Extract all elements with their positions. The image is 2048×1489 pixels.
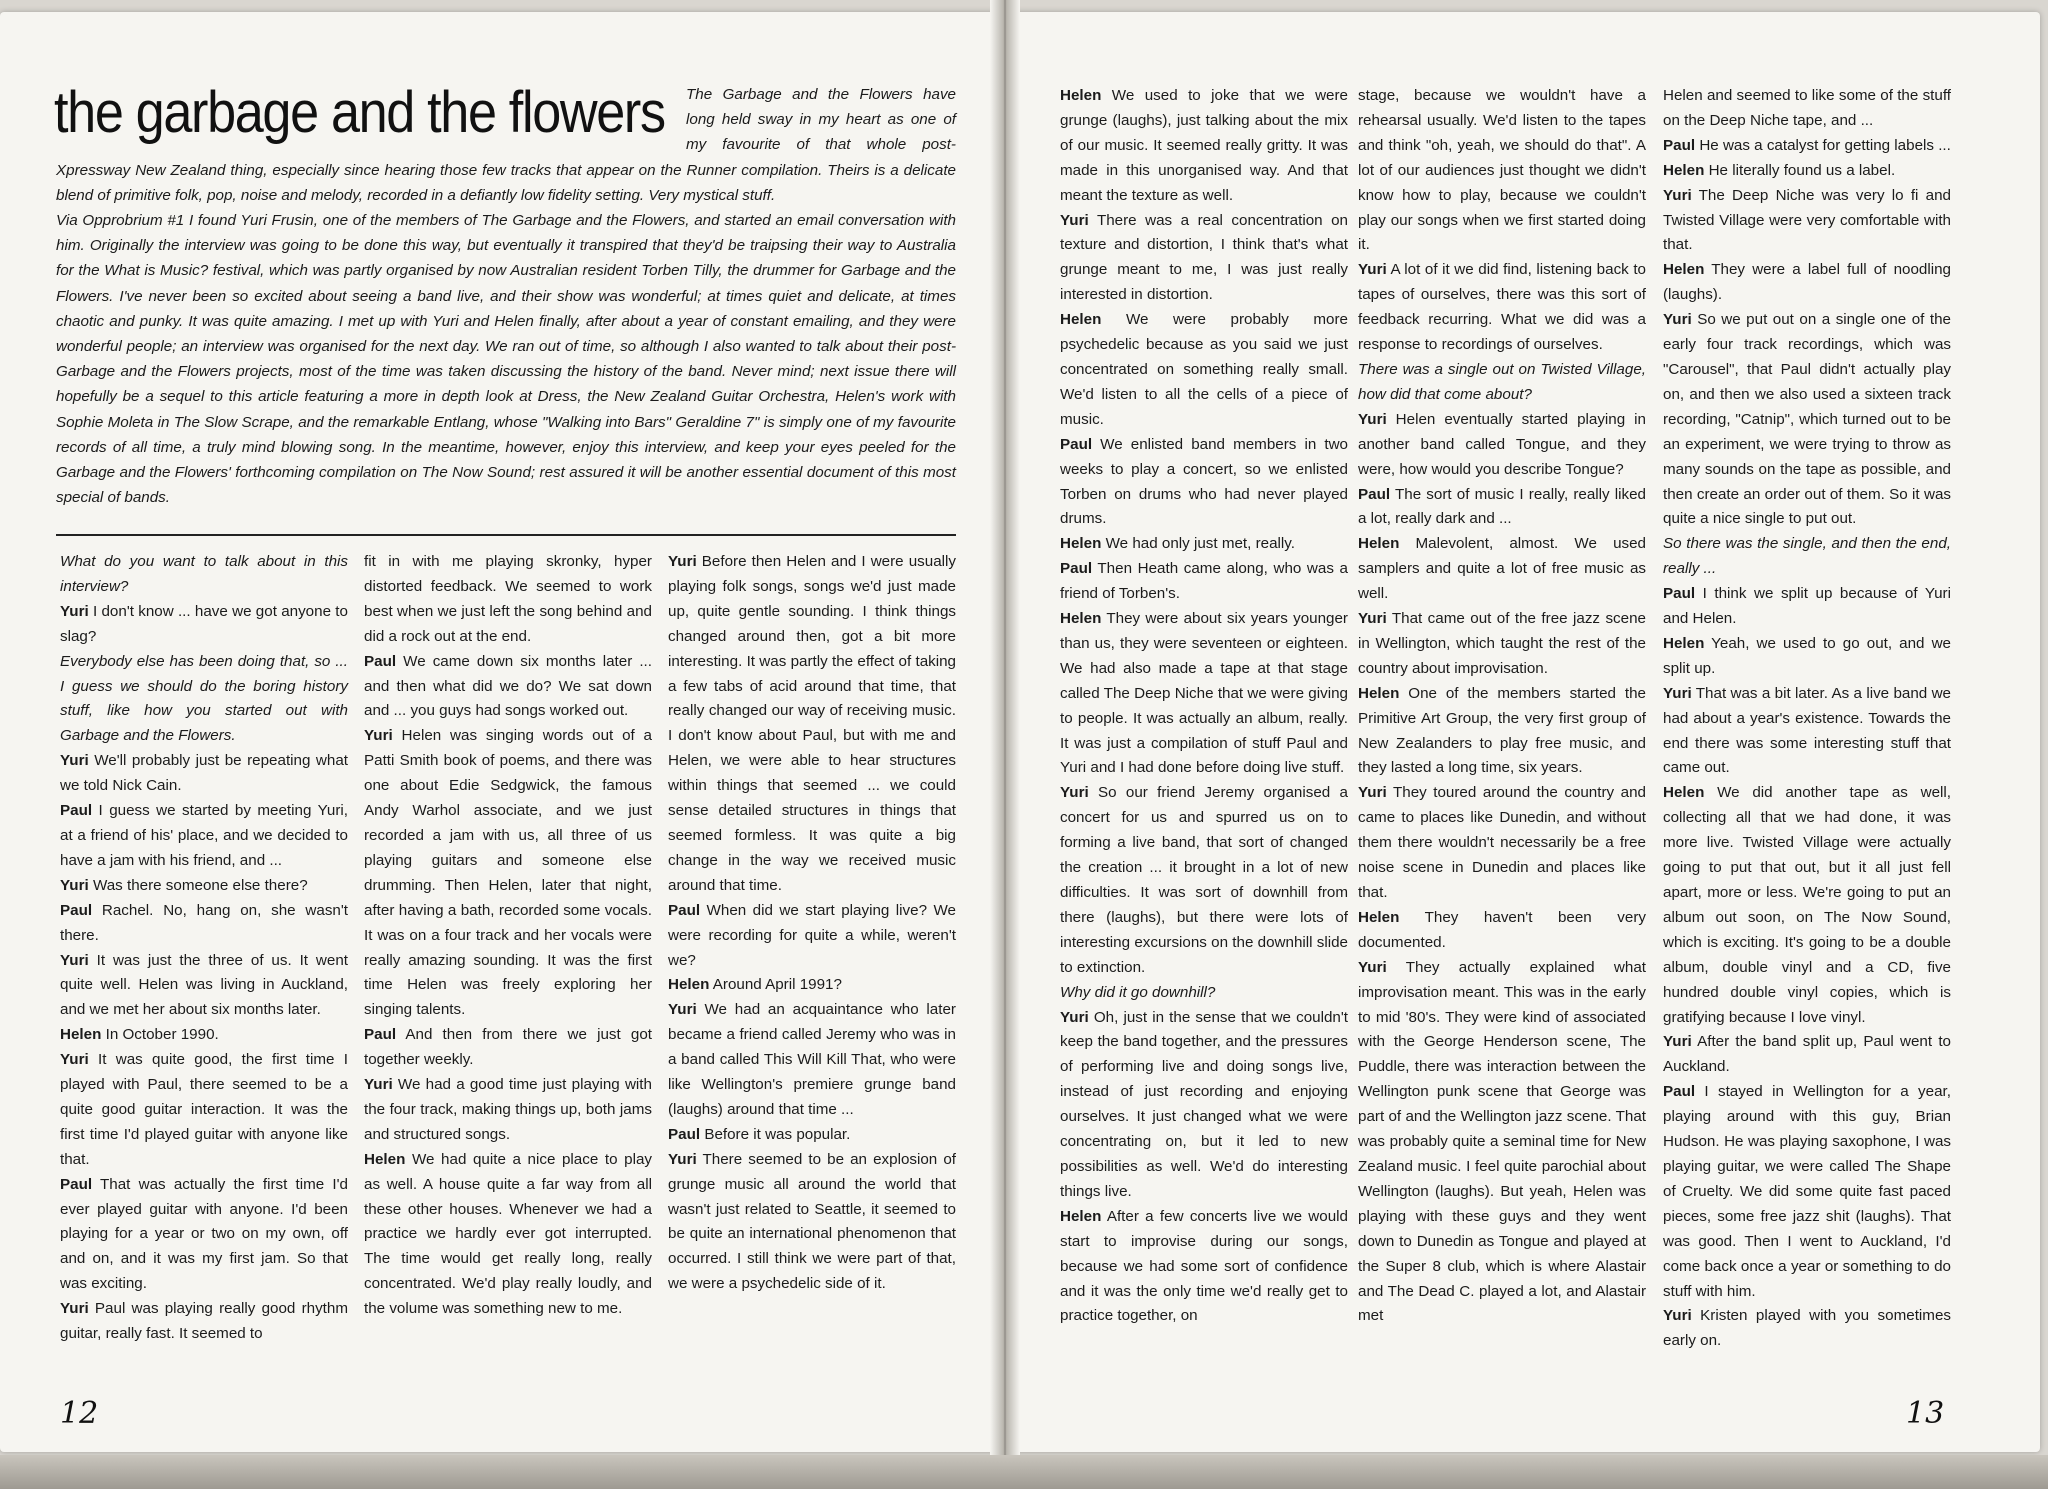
interview-answer bbox=[1060, 84, 1348, 209]
speaker-name: Yuri bbox=[60, 752, 89, 770]
speaker-name: Paul bbox=[1663, 585, 1696, 603]
answer-text: We'll probably just be repeating what we told Nick Cain. bbox=[60, 752, 348, 795]
answer-text: stage, because we wouldn't have a rehearsal usually. We'd listen to the tapes and think "oh, yeah, we should do that". A lot of our audiences just thought we didn't know how to play, because we couldn't play our songs when we first started doing it. bbox=[1358, 87, 1646, 254]
speaker-name: Yuri bbox=[1358, 958, 1387, 976]
answer-text: A lot of it we did find, listening back to tapes of ourselves, there was this sort of feedback recurring. What we did was a response to recordings of ourselves. bbox=[1358, 261, 1646, 354]
speaker-name: Paul bbox=[60, 1175, 93, 1193]
answer-text: He was a catalyst for getting labels ... bbox=[1699, 136, 1951, 154]
speaker-name: Helen bbox=[1663, 784, 1705, 802]
answer-text: It was quite good, the first time I played with Paul, there seemed to be a quite good guitar interaction. It was the first time I'd played guitar with anyone like that. bbox=[60, 1051, 348, 1168]
answer-text: Kristen played with you sometimes early on. bbox=[1663, 1307, 1951, 1350]
speaker-name: Helen bbox=[60, 1026, 102, 1044]
interview-answer bbox=[60, 799, 348, 874]
speaker-name: Paul bbox=[364, 652, 397, 670]
speaker-name: Yuri bbox=[1663, 1033, 1692, 1051]
answer-text: They were about six years younger than us, they were seventeen or eighteen. We had also made a tape at that stage called The Deep Niche that we were giving to people. It was actually an album, really. It was just a compilation of stuff Paul and Yuri and I had done before doing live stuff. bbox=[1060, 610, 1348, 777]
intro-paragraph: Via Opprobrium #1 I found Yuri Frusin, one of the members of The Garbage and the Flowers, and started an email conversation with him. Originally the interview was going to be done this way, but eventually it transpired that they'd be traipsing their way to Australia for the What is Music? festival, which was partly organised by now Australian resident Torben Tilly, the drummer for Garbage and the Flowers. I've never been so excited about seeing a band live, and their show was wonderful; at times quiet and delicate, at times chaotic and punky. It was quite amazing. I met up with Yuri and Helen finally, after about a year of constant emailing, and they were wonderful people; an interview was organised for the next day. We ran out of time, so although I also wanted to talk about their post-Garbage and the Flowers projects, most of the time was taken discussing the history of the band. Never mind; next issue there will hopefully be a sequel to this article featuring a more in depth look at Dress, the New Zealand Guitar Orchestra, Helen's work with Sophie Moleta in The Slow Scrape, and the remarkable Entlang, whose "Walking into Bars" Geraldine 7" is simply one of my favourite records of all time, a truly mind blowing song. In the meantime, however, enjoy this interview, and keep your eyes peeled for the Garbage and the Flowers' forthcoming compilation on The Now Sound; rest assured it will be another essential document of this most special of bands. bbox=[56, 212, 956, 507]
speaker-name: Paul bbox=[1060, 560, 1093, 578]
speaker-name: Helen bbox=[1663, 161, 1705, 179]
answer-text: We had quite a nice place to play as well. A house quite a far way from all these other houses. Whenever we had a practice we hardly ever got interrupted. The time would get really long, really concentrated. We'd play really loudly, and the volume was something new to me. bbox=[364, 1150, 652, 1318]
interview-answer bbox=[1358, 532, 1646, 607]
answer-text: The sort of music I really, really liked a lot, really dark and ... bbox=[1358, 485, 1646, 528]
answer-text: After the band split up, Paul went to Auckland. bbox=[1663, 1033, 1951, 1076]
answer-text: We did another tape as well, collecting all that we had done, it was more live. Twisted Village were actually going to put that out, but it all just fell apart, more or less. We're going to put an album out soon, on The Now Sound, which is exciting. It's going to be a double album, double vinyl and a CD, five hundred double vinyl copies, which is gratifying because I love vinyl. bbox=[1663, 784, 1951, 1026]
interview-answer bbox=[668, 550, 956, 899]
answer-text: They were a label full of noodling (laughs). bbox=[1663, 261, 1952, 304]
speaker-name: Yuri bbox=[1358, 784, 1387, 802]
answer-text: That was actually the first time I'd ever played guitar with anyone. I'd been playing for a year or two on my own, off and on, and it was my first jam. So that was exciting. bbox=[60, 1175, 348, 1293]
interview-answer bbox=[60, 600, 348, 650]
answer-text: Then Heath came along, who was a friend of Torben's. bbox=[1060, 560, 1348, 603]
interview-answer bbox=[1358, 682, 1646, 782]
interview-answer bbox=[1663, 84, 1951, 134]
answer-text: In October 1990. bbox=[105, 1026, 219, 1044]
speaker-name: Paul bbox=[1060, 435, 1093, 453]
answer-text: We were probably more psychedelic because as you said we just concentrated on something really small. We'd listen to all the cells of a piece of music. bbox=[1060, 311, 1348, 428]
answer-text: They actually explained what improvisation meant. This was in the early to mid '80's. They were kind of associated with the George Henderson scene, The Puddle, there was interaction between the Wellington punk scene that George was part of and the Wellington jazz scene. That was probably quite a seminal time for New Zealand music. I feel quite parochial about Wellington (laughs). But yeah, Helen was playing with these guys and they went down to Dunedin as Tongue and played at the Super 8 club, which is where Alastair and The Dead C. played a lot, and Alastair met bbox=[1358, 958, 1646, 1325]
interview-answer bbox=[60, 1297, 348, 1347]
interview-answer bbox=[1060, 433, 1348, 533]
speaker-name: Helen bbox=[1060, 311, 1102, 329]
divider-rule bbox=[56, 534, 956, 536]
column-right-2 bbox=[1358, 84, 1646, 1329]
interview-answer bbox=[1358, 781, 1646, 906]
interview-answer bbox=[668, 998, 956, 1123]
interview-answer bbox=[60, 749, 348, 799]
speaker-name: Yuri bbox=[1663, 186, 1692, 204]
speaker-name: Paul bbox=[668, 901, 701, 919]
interview-answer bbox=[1060, 781, 1348, 980]
column-left-2 bbox=[364, 550, 652, 1322]
answer-text: We had an acquaintance who later became a friend called Jeremy who was in a band called This Will Kill That, who were like Wellington's premiere grunge band (laughs) around that time ... bbox=[668, 1001, 956, 1118]
answer-text: And then from there we just got together weekly. bbox=[364, 1026, 652, 1069]
answer-text: Yeah, we used to go out, and we split up. bbox=[1663, 634, 1951, 677]
interview-answer bbox=[1663, 682, 1951, 782]
interview-answer bbox=[364, 1023, 652, 1073]
interview-answer bbox=[1663, 159, 1951, 184]
speaker-name: Yuri bbox=[668, 1150, 697, 1168]
interviewer-question: What do you want to talk about in this interview? bbox=[60, 553, 348, 595]
answer-text: We enlisted band members in two weeks to play a concert, so we enlisted Torben on drums who had never played drums. bbox=[1060, 435, 1348, 528]
answer-text: I don't know ... have we got anyone to slag? bbox=[60, 602, 348, 645]
speaker-name: Yuri bbox=[60, 951, 89, 969]
interview-answer bbox=[60, 1023, 348, 1048]
intro-block bbox=[56, 82, 956, 510]
interview-answer bbox=[1358, 906, 1646, 956]
answer-text: There was a real concentration on texture and distortion, I think that's what grunge meant to me, I was just really interested in distortion. bbox=[1060, 211, 1348, 304]
speaker-name: Yuri bbox=[60, 602, 89, 620]
answer-text: We used to joke that we were grunge (laughs), just talking about the mix of our music. It seemed really gritty. It was made in this unorganised way. And that meant the texture as well. bbox=[1060, 87, 1348, 204]
interview-answer bbox=[60, 1173, 348, 1298]
interview-answer bbox=[1358, 258, 1646, 358]
answer-text: Was there someone else there? bbox=[92, 876, 308, 894]
speaker-name: Yuri bbox=[364, 1076, 393, 1094]
speaker-name: Yuri bbox=[668, 1001, 697, 1019]
answer-text: Around April 1991? bbox=[712, 976, 842, 994]
speaker-name: Paul bbox=[668, 1125, 701, 1143]
answer-text: That came out of the free jazz scene in Wellington, which taught the rest of the country about improvisation. bbox=[1358, 610, 1646, 677]
column-right-3 bbox=[1663, 84, 1951, 1354]
speaker-name: Helen bbox=[1358, 908, 1400, 926]
interviewer-question: So there was the single, and then the end, really ... bbox=[1663, 535, 1951, 578]
interview-answer bbox=[1663, 632, 1951, 682]
answer-text: Helen and seemed to like some of the stuff on the Deep Niche tape, and ... bbox=[1663, 87, 1951, 129]
page-number-left: 12 bbox=[60, 1396, 99, 1431]
interview-answer bbox=[1358, 607, 1646, 682]
answer-text: After a few concerts live we would start to improvise during our songs, because we had some sort of confidence and it was the only time we'd really get to practice together, on bbox=[1060, 1207, 1348, 1325]
book-gutter bbox=[990, 0, 1020, 1460]
interview-answer bbox=[364, 1073, 652, 1148]
interview-answer bbox=[668, 973, 956, 998]
speaker-name: Helen bbox=[1060, 610, 1102, 628]
answer-text: One of the members started the Primitive Art Group, the very first group of New Zealanders to play free music, and they lasted a long time, six years. bbox=[1358, 684, 1646, 777]
left-page bbox=[0, 12, 1000, 1452]
interview-answer bbox=[60, 1048, 348, 1173]
speaker-name: Yuri bbox=[668, 553, 697, 570]
speaker-name: Paul bbox=[60, 802, 93, 820]
interview-answer bbox=[1663, 184, 1951, 259]
answer-text: They haven't been very documented. bbox=[1358, 908, 1646, 951]
answer-text: Rachel. No, hang on, she wasn't there. bbox=[60, 901, 348, 944]
interview-answer bbox=[60, 949, 348, 1024]
answer-text: We came down six months later ... and then what did we do? We sat down and ... you guys had songs worked out. bbox=[364, 652, 652, 720]
answer-text: Before it was popular. bbox=[704, 1125, 851, 1143]
interview-answer bbox=[364, 724, 652, 1023]
speaker-name: Yuri bbox=[364, 727, 393, 745]
interview-answer bbox=[1663, 781, 1951, 1030]
speaker-name: Yuri bbox=[1358, 410, 1387, 428]
answer-text: So our friend Jeremy organised a concert for us and spurred us on to forming a live band, that sort of changed the creation ... it brought in a lot of new difficulties. It was sort of downhill from there (laughs), but there were lots of interesting excursions on the downhill slide to extinction. bbox=[1060, 784, 1348, 976]
interview-answer bbox=[668, 899, 956, 974]
answer-text: Helen was singing words out of a Patti Smith book of poems, and there was one about Edie Sedgwick, the famous Andy Warhol associate, and we just recorded a jam with us, all three of us playing guitars and someone else drumming. Then Helen, later that night, after having a bath, recorded some vocals. It was on a four track and her vocals were really amazing sounding. It was the first time Helen was freely exploring her singing talents. bbox=[364, 727, 652, 1019]
interview-answer bbox=[1663, 1030, 1951, 1080]
interview-answer bbox=[668, 1148, 956, 1297]
column-left-3 bbox=[668, 550, 956, 1297]
interview-answer bbox=[1663, 308, 1951, 532]
speaker-name: Helen bbox=[1060, 535, 1102, 553]
column-right-1 bbox=[1060, 84, 1348, 1329]
answer-text: It was just the three of us. It went quite well. Helen was living in Auckland, and we met her about six months later. bbox=[60, 951, 348, 1019]
interview-answer bbox=[1663, 258, 1951, 308]
answer-text: He literally found us a label. bbox=[1708, 161, 1896, 179]
answer-text: Helen eventually started playing in another band called Tongue, and they were, how would you describe Tongue? bbox=[1358, 410, 1646, 478]
interview-answer bbox=[1663, 1080, 1951, 1304]
interview-answer bbox=[1060, 532, 1348, 557]
interview-answer bbox=[1060, 607, 1348, 781]
answer-text: So we put out on a single one of the early four track recordings, which was "Carousel", that Paul didn't actually play on, and then we also used a sixteen track recording, "Catnip", which turned out to be an experiment, we were trying to throw as many sounds on the tape as possible, and then create an order out of them. So it was quite a nice single to put out. bbox=[1663, 311, 1951, 528]
answer-text: That was a bit later. As a live band we had about a year's existence. Towards the end there was some interesting stuff that came out. bbox=[1663, 684, 1951, 777]
interview-answer bbox=[1663, 134, 1951, 159]
speaker-name: Yuri bbox=[1663, 311, 1692, 329]
interview-answer bbox=[1358, 408, 1646, 483]
right-page bbox=[1008, 12, 2040, 1452]
answer-text: Paul was playing really good rhythm guitar, really fast. It seemed to bbox=[60, 1300, 348, 1343]
answer-text: When did we start playing live? We were recording for quite a while, weren't we? bbox=[668, 901, 956, 969]
answer-text: We had only just met, really. bbox=[1105, 535, 1295, 553]
answer-text: They toured around the country and came to places like Dunedin, and without them there wouldn't necessarily be a free noise scene in Dunedin and places like that. bbox=[1358, 784, 1646, 901]
speaker-name: Helen bbox=[1358, 535, 1400, 553]
speaker-name: Paul bbox=[60, 901, 93, 919]
speaker-name: Helen bbox=[1663, 634, 1705, 652]
interview-answer bbox=[364, 650, 652, 725]
speaker-name: Yuri bbox=[1358, 261, 1387, 279]
speaker-name: Paul bbox=[1663, 136, 1696, 154]
speaker-name: Helen bbox=[364, 1150, 406, 1168]
interview-answer bbox=[1060, 308, 1348, 433]
speaker-name: Helen bbox=[1060, 87, 1102, 104]
interview-answer bbox=[1663, 1304, 1951, 1354]
answer-text: I guess we started by meeting Yuri, at a friend of his' place, and we decided to have a jam with his friend, and ... bbox=[60, 802, 348, 869]
speaker-name: Paul bbox=[364, 1026, 397, 1044]
speaker-name: Yuri bbox=[60, 876, 89, 894]
speaker-name: Paul bbox=[1358, 485, 1391, 503]
interviewer-question: Why did it go downhill? bbox=[1060, 983, 1216, 1001]
intro-paragraph: The Garbage and the Flowers have long held sway in my heart as one of my favourite of that whole post-Xpressway New Zealand thing, especially since hearing those few tracks that appear on the Runner compilation. Theirs is a delicate blend of primitive folk, pop, noise and melody, recorded in a defiantly low fidelity setting. Very mystical stuff. bbox=[56, 86, 956, 204]
speaker-name: Yuri bbox=[60, 1051, 89, 1069]
speaker-name: Yuri bbox=[1358, 610, 1387, 628]
speaker-name: Yuri bbox=[1663, 684, 1692, 702]
speaker-name: Helen bbox=[668, 976, 710, 994]
answer-text: There seemed to be an explosion of grunge music all around the world that wasn't just related to Seattle, it seemed to be quite an international phenomenon that occurred. I still think we were part of that, we were a psychedelic side of it. bbox=[668, 1150, 956, 1293]
column-left-1 bbox=[60, 550, 348, 1347]
interview-answer bbox=[1358, 84, 1646, 258]
interview-answer bbox=[364, 550, 652, 650]
interview-answer bbox=[60, 899, 348, 949]
interview-answer bbox=[1060, 1006, 1348, 1205]
interviewer-question: There was a single out on Twisted Village, how did that come about? bbox=[1358, 360, 1646, 403]
speaker-name: Helen bbox=[1060, 1207, 1102, 1225]
answer-text: I think we split up because of Yuri and Helen. bbox=[1663, 585, 1951, 628]
speaker-name: Helen bbox=[1358, 684, 1400, 702]
interview-answer bbox=[1358, 483, 1646, 533]
interview-answer bbox=[364, 1148, 652, 1322]
answer-text: Oh, just in the sense that we couldn't keep the band together, and the pressures of performing live and doing songs live, instead of just recording and enjoying ourselves. It just changed what we were concentrating on, but it led to new possibilities as well. We'd do interesting things live. bbox=[1060, 1008, 1348, 1200]
interview-answer bbox=[1060, 209, 1348, 309]
speaker-name: Yuri bbox=[1060, 784, 1089, 802]
speaker-name: Helen bbox=[1663, 261, 1705, 279]
interview-answer bbox=[1358, 956, 1646, 1330]
interview-answer bbox=[668, 1123, 956, 1148]
answer-text: The Deep Niche was very lo fi and Twisted Village were very comfortable with that. bbox=[1663, 186, 1951, 254]
answer-text: We had a good time just playing with the four track, making things up, both jams and structured songs. bbox=[364, 1076, 652, 1143]
interview-answer bbox=[1060, 557, 1348, 607]
interview-answer bbox=[1060, 1205, 1348, 1330]
speaker-name: Yuri bbox=[60, 1300, 89, 1318]
speaker-name: Yuri bbox=[1060, 1008, 1089, 1026]
speaker-name: Yuri bbox=[1060, 211, 1089, 229]
scan-edge bbox=[0, 1455, 2048, 1489]
speaker-name: Yuri bbox=[1663, 1307, 1692, 1325]
article-title: the garbage and the flowers bbox=[54, 80, 665, 145]
answer-text: I stayed in Wellington for a year, playing around with this guy, Brian Hudson. He was playing saxophone, I was playing guitar, we were called The Shape of Cruelty. We did some quite fast paced pieces, some free jazz shit (laughs). That was good. Then I went to Auckland, I'd come back once a year or something to do stuff with him. bbox=[1663, 1083, 1951, 1300]
answer-text: fit in with me playing skronky, hyper distorted feedback. We seemed to work best when we just left the song behind and did a rock out at the end. bbox=[364, 553, 652, 645]
answer-text: Before then Helen and I were usually playing folk songs, songs we'd just made up, quite gentle sounding. I think things changed around then, got a bit more interesting. It was partly the effect of taking a few tabs of acid around that time, that really changed our way of receiving music. I don't know about Paul, but with me and Helen, we were able to hear structures within things that seemed ... we could sense detailed structures in things that seemed formless. It was quite a big change in the way we received music around that time. bbox=[668, 553, 956, 894]
interview-answer bbox=[1663, 582, 1951, 632]
interview-answer bbox=[60, 874, 348, 899]
page-number-right: 13 bbox=[1906, 1396, 1945, 1431]
interviewer-question: Everybody else has been doing that, so ... I guess we should do the boring history stuff, like how you started out with Garbage and the Flowers. bbox=[60, 652, 348, 745]
speaker-name: Paul bbox=[1663, 1083, 1696, 1101]
answer-text: Malevolent, almost. We used samplers and quite a lot of free music as well. bbox=[1358, 535, 1646, 603]
